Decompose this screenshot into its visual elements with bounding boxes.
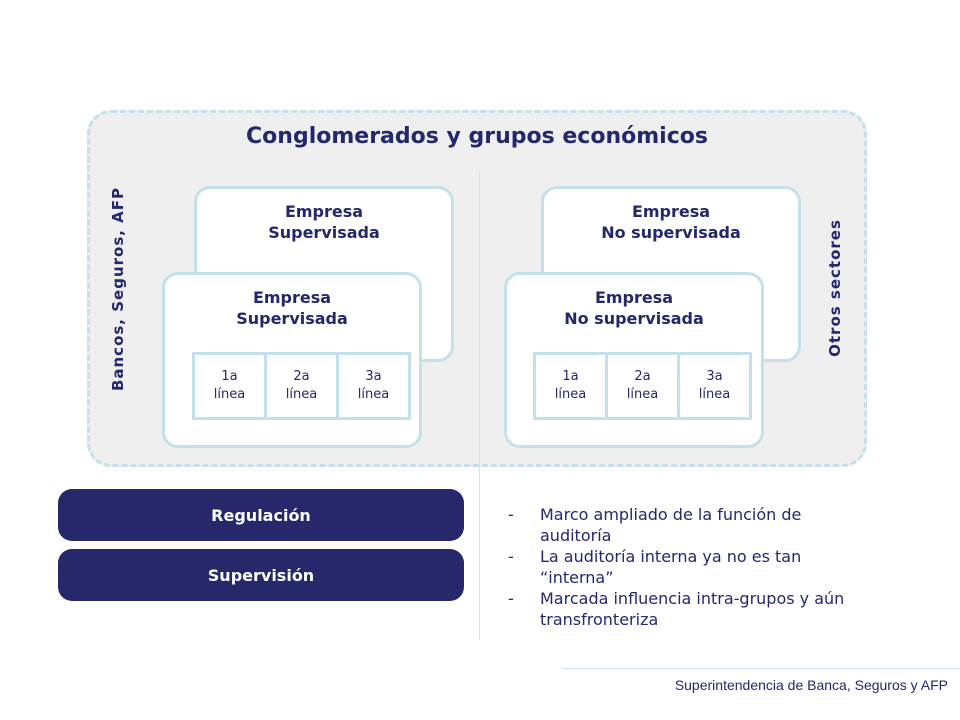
bullet-item xyxy=(508,504,868,546)
right-side-label: Otros sectores xyxy=(826,219,844,357)
supervision-pill: Supervisión xyxy=(58,549,464,601)
bullet-text: Marco ampliado de la función de auditoría xyxy=(540,505,802,545)
bullet-list xyxy=(508,504,868,630)
line-cell-2: 2a línea xyxy=(605,352,680,420)
left-lines-row xyxy=(192,352,419,420)
left-front-card-title: Empresa Supervisada xyxy=(236,288,348,328)
bullet-dash: - xyxy=(508,547,514,566)
left-front-card xyxy=(162,272,422,448)
bullet-dash: - xyxy=(508,505,514,524)
bullet-dash: - xyxy=(508,589,514,608)
bullet-text: La auditoría interna ya no es tan “interna” xyxy=(540,547,802,587)
diagram-title: Conglomerados y grupos económicos xyxy=(246,124,708,149)
right-lines-row xyxy=(533,352,761,420)
line-cell-3: 3a línea xyxy=(336,352,411,420)
right-front-card-title: Empresa No supervisada xyxy=(564,288,704,328)
line-cell-3: 3a línea xyxy=(677,352,752,420)
regulation-pill: Regulación xyxy=(58,489,464,541)
left-back-card-title: Empresa Supervisada xyxy=(268,202,380,242)
center-divider xyxy=(479,172,480,640)
line-cell-1: 1a línea xyxy=(192,352,267,420)
line-cell-2: 2a línea xyxy=(264,352,339,420)
right-back-card-title: Empresa No supervisada xyxy=(601,202,741,242)
bullet-text: Marcada influencia intra-grupos y aún transfronteriza xyxy=(540,589,845,629)
footer-text: Superintendencia de Banca, Seguros y AFP xyxy=(674,677,948,693)
left-side-label: Bancos, Seguros, AFP xyxy=(109,186,127,392)
bullet-item xyxy=(508,546,868,588)
footer-rule xyxy=(562,668,960,669)
line-cell-1: 1a línea xyxy=(533,352,608,420)
bullet-item xyxy=(508,588,868,630)
right-front-card xyxy=(504,272,764,448)
